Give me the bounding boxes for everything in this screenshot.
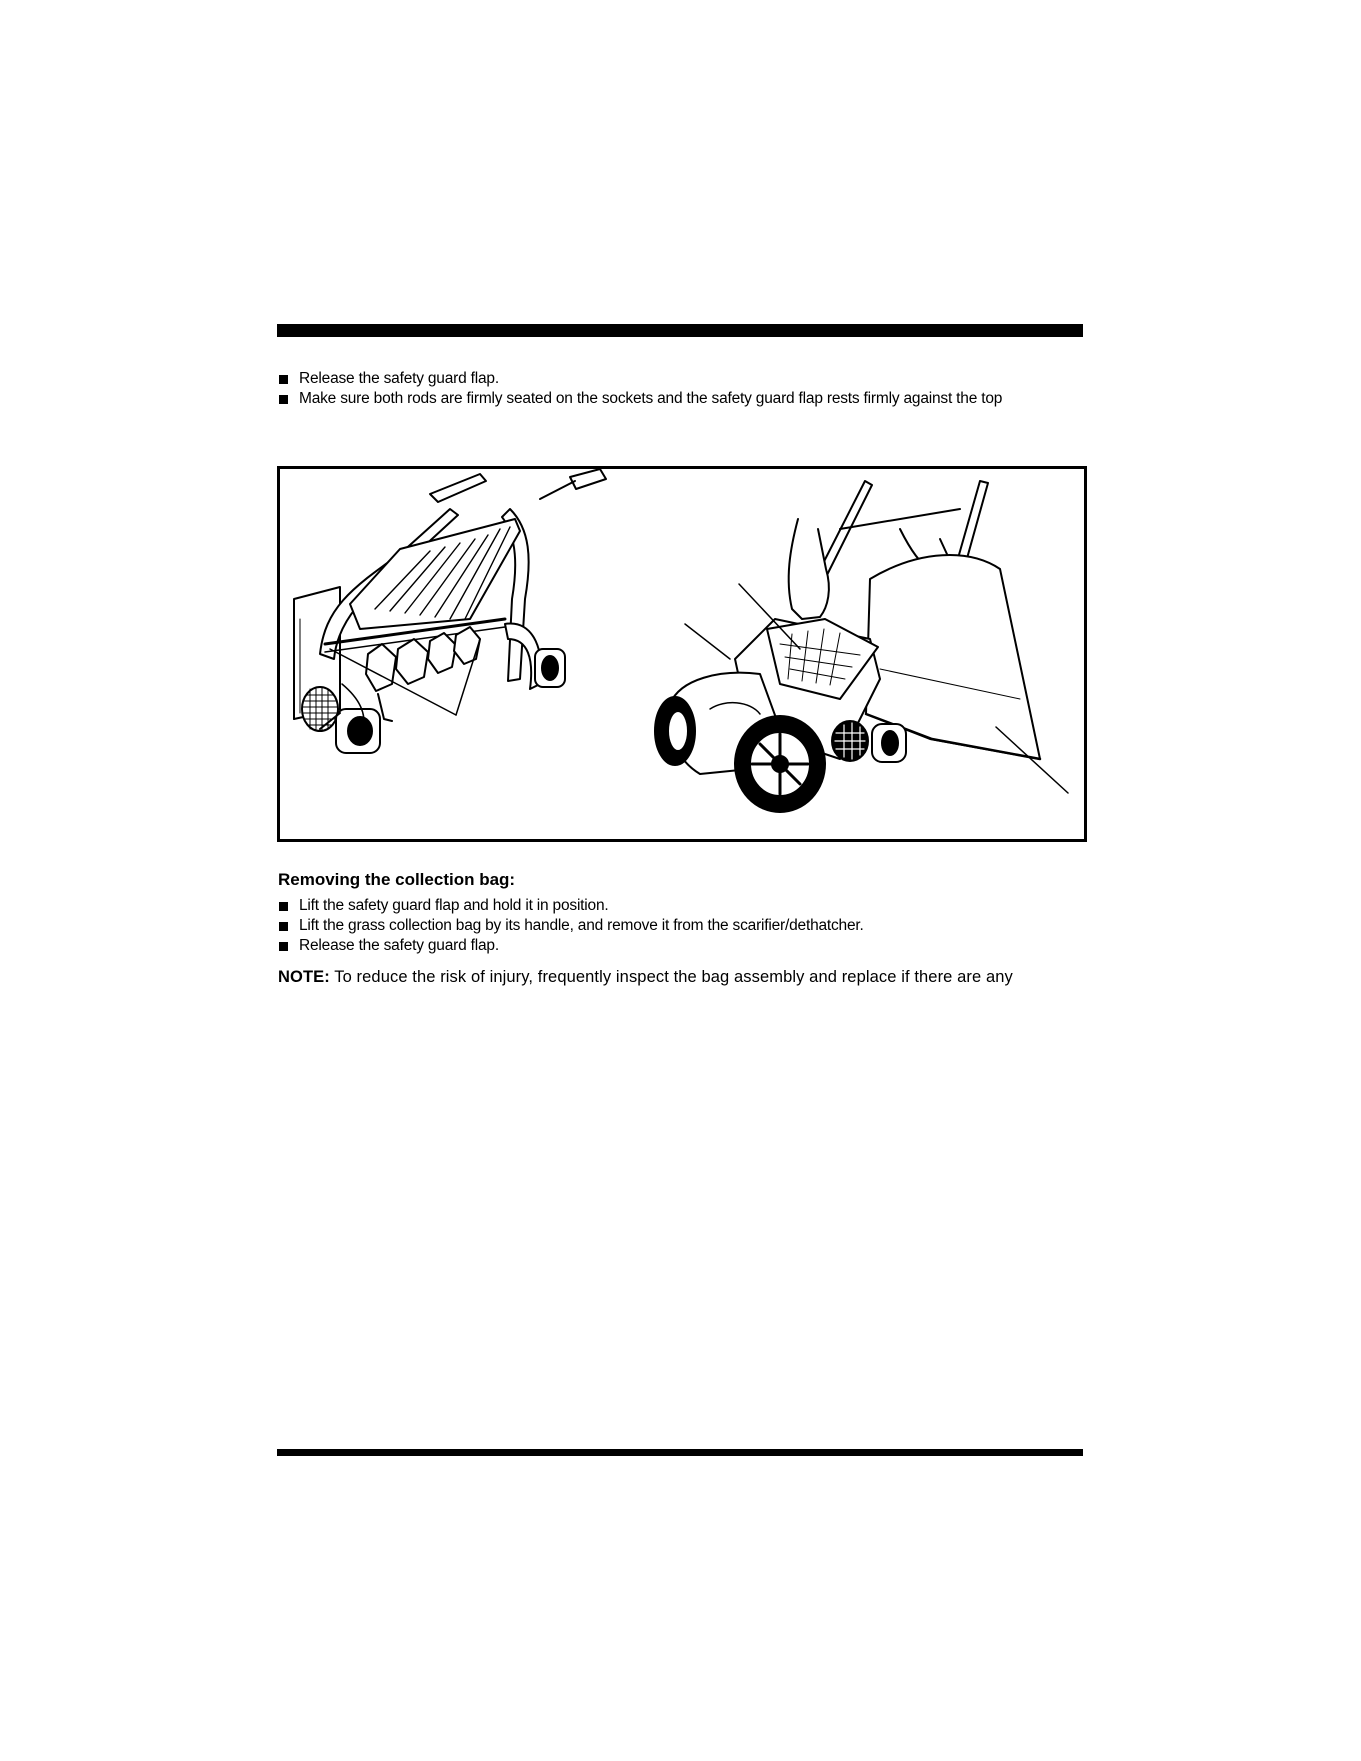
vent-grille-icon (832, 721, 868, 761)
list-item: Lift the safety guard flap and hold it in position. (279, 896, 1099, 916)
scarifier-collection-bag-illustration (655, 481, 1068, 812)
list-item: Release the safety guard flap. (279, 936, 1099, 956)
wheel-icon (735, 716, 825, 812)
vent-grille-icon (302, 687, 338, 731)
header-rule (277, 324, 1083, 337)
note-text: To reduce the risk of injury, frequently inspect the bag assembly and replace if there are any (329, 968, 1013, 986)
instruction-list-top (279, 369, 1099, 409)
wheel-icon (535, 649, 565, 687)
list-item: Lift the grass collection bag by its handle, and remove it from the scarifier/dethatcher. (279, 916, 1099, 936)
illustration-figure (277, 466, 1087, 842)
bullet-square-icon (279, 395, 288, 404)
bullet-square-icon (279, 902, 288, 911)
instruction-list-bottom (279, 896, 1099, 956)
bullet-square-icon (279, 375, 288, 384)
scarifier-rear-closeup-illustration (294, 469, 606, 753)
note-label: NOTE: (278, 968, 330, 986)
list-item: Make sure both rods are firmly seated on the sockets and the safety guard flap rests firmly against the top (279, 389, 1099, 409)
wheel-icon (872, 724, 906, 762)
safety-note (278, 966, 1013, 988)
hand-left-icon (789, 519, 829, 619)
list-item: Release the safety guard flap. (279, 369, 1099, 389)
bullet-square-icon (279, 942, 288, 951)
wheel-icon (655, 697, 695, 765)
footer-rule (277, 1449, 1083, 1456)
bullet-square-icon (279, 922, 288, 931)
section-heading: Removing the collection bag: (278, 870, 516, 889)
